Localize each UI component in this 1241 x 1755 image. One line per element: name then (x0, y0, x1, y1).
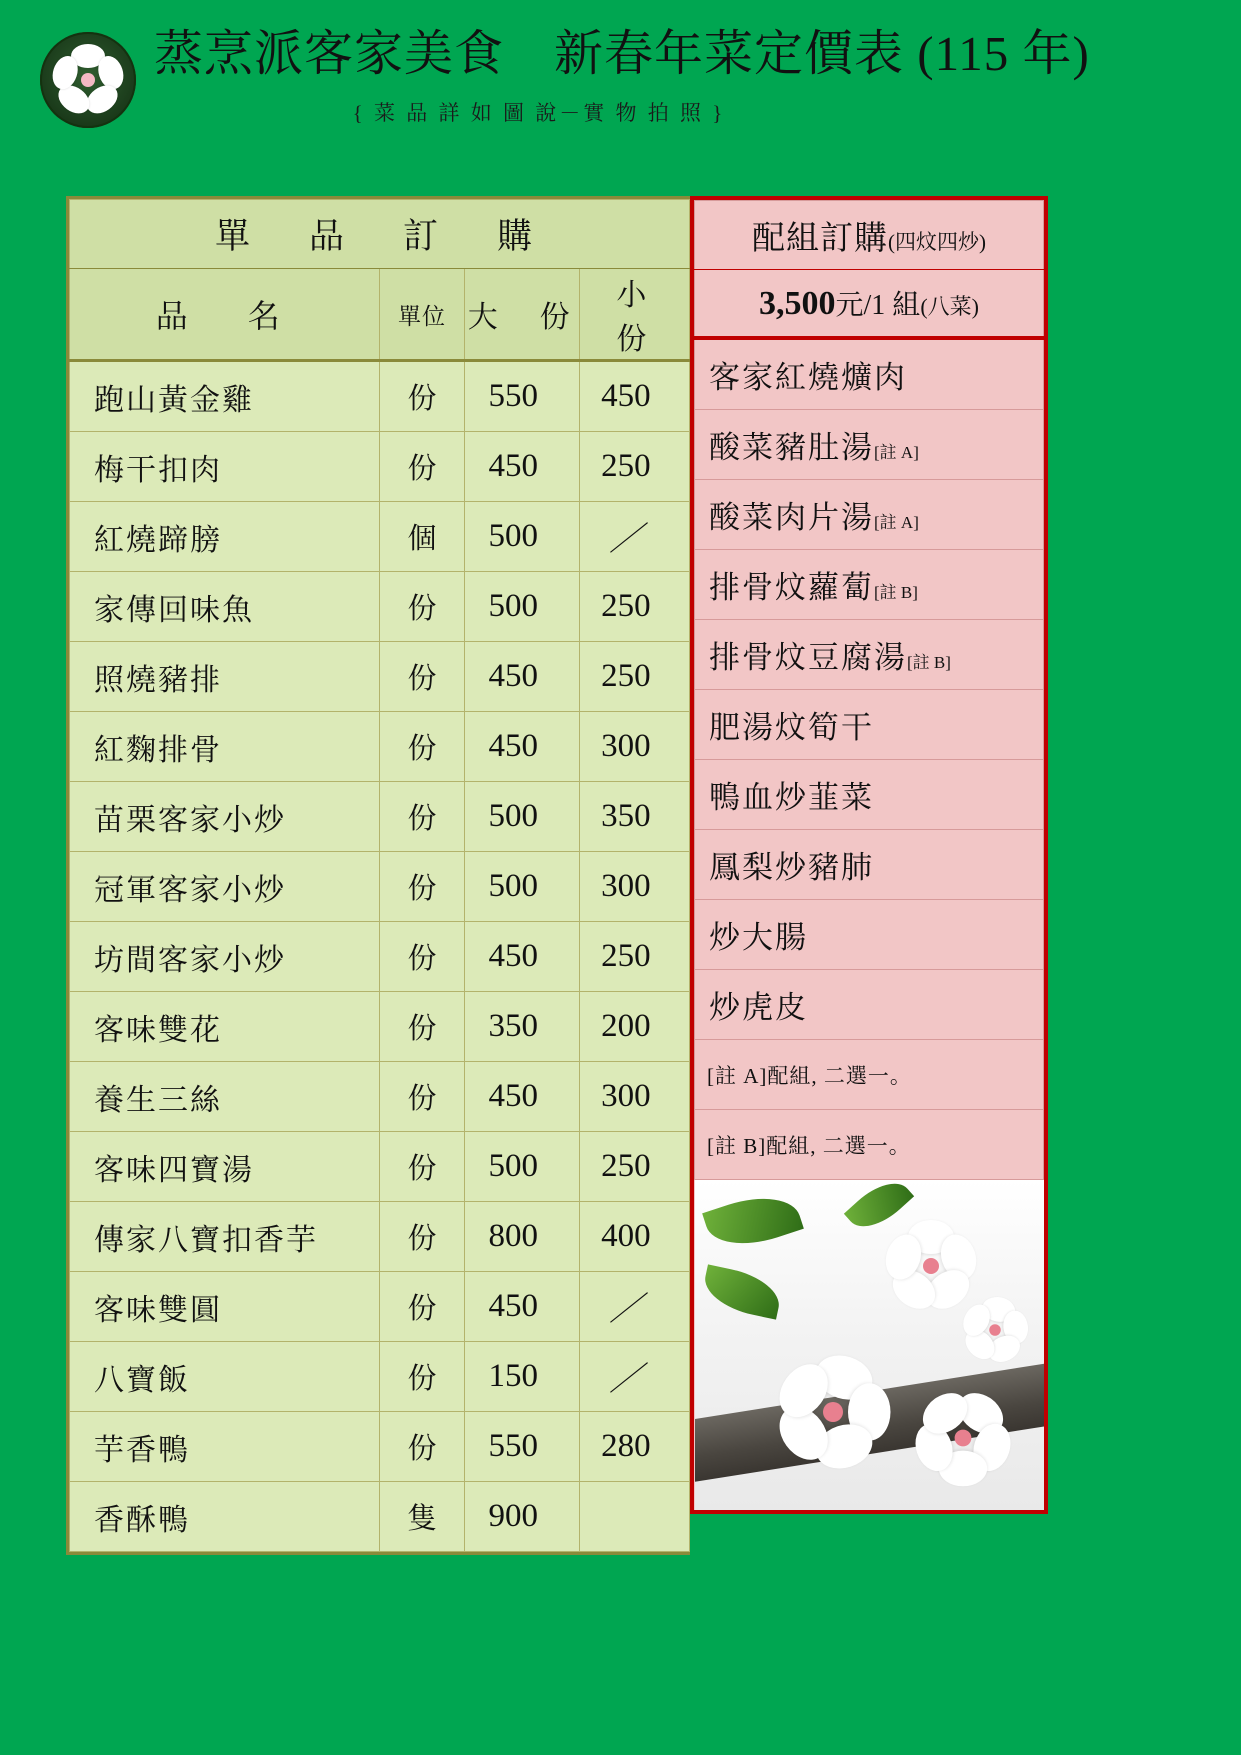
set-order-title-cell (695, 201, 1044, 270)
single-order-header-row (70, 269, 690, 361)
set-order-price-row (695, 270, 1044, 339)
dish-unit: 個 (380, 502, 464, 572)
price-large: 550 (464, 1412, 579, 1482)
dish-unit: 份 (380, 1202, 464, 1272)
table-row (70, 992, 690, 1062)
footnote-b: [註 B]配組, 二選一。 (695, 1110, 1044, 1180)
list-item (695, 970, 1044, 1040)
price-small: 350 (579, 782, 689, 852)
leaf-icon (699, 1264, 784, 1319)
dish-name: 香酥鴨 (70, 1482, 380, 1552)
set-dish-note: [註 A] (874, 513, 919, 532)
dish-name: 芋香鴨 (70, 1412, 380, 1482)
table-row (70, 1482, 690, 1552)
price-large: 350 (464, 992, 579, 1062)
set-dish-name: 排骨炆蘿蔔 (709, 570, 874, 605)
price-large: 500 (464, 852, 579, 922)
dish-name: 傳家八寶扣香芋 (70, 1202, 380, 1272)
footnote-a: [註 A]配組, 二選一。 (695, 1040, 1044, 1110)
leaf-icon (702, 1185, 804, 1257)
price-small: 250 (579, 1132, 689, 1202)
price-large: 800 (464, 1202, 579, 1272)
set-dish-cell (695, 900, 1044, 970)
table-row (70, 782, 690, 852)
set-dish-name: 排骨炆豆腐湯 (709, 640, 907, 675)
dish-unit: 隻 (380, 1482, 464, 1552)
set-dish-cell (695, 480, 1044, 550)
set-price-paren: (八菜) (920, 294, 979, 319)
price-large: 500 (464, 572, 579, 642)
table-row (70, 1272, 690, 1342)
dish-name: 跑山黃金雞 (70, 361, 380, 432)
price-small: 400 (579, 1202, 689, 1272)
dish-name: 八寶飯 (70, 1342, 380, 1412)
set-dish-cell (695, 830, 1044, 900)
price-small: ／ (579, 502, 689, 572)
table-row (70, 1412, 690, 1482)
dish-unit: 份 (380, 432, 464, 502)
table-row (70, 502, 690, 572)
table-row (70, 1062, 690, 1132)
dish-unit: 份 (380, 782, 464, 852)
table-row (70, 852, 690, 922)
dish-name: 梅干扣肉 (70, 432, 380, 502)
dish-name: 家傳回味魚 (70, 572, 380, 642)
tung-blossom-logo-icon (40, 32, 136, 128)
set-dish-note: [註 B] (907, 653, 951, 672)
decorative-photo-row (695, 1180, 1044, 1511)
single-order-table (66, 196, 690, 1555)
set-dish-name: 肥湯炆筍干 (709, 710, 874, 745)
set-price-unit: 元/1 組 (835, 290, 921, 321)
set-order-table (690, 196, 1048, 1514)
dish-name: 客味雙花 (70, 992, 380, 1062)
price-small: 300 (579, 712, 689, 782)
price-small: ／ (579, 1342, 689, 1412)
set-order-title: 配組訂購 (752, 220, 888, 257)
decorative-photo-cell (695, 1180, 1044, 1511)
column-header-small: 小 份 (579, 269, 689, 361)
price-small: 300 (579, 1062, 689, 1132)
list-item (695, 620, 1044, 690)
price-large: 450 (464, 922, 579, 992)
price-large: 450 (464, 432, 579, 502)
price-small (579, 1482, 689, 1552)
set-dish-name: 客家紅燒爌肉 (709, 360, 907, 395)
column-header-name: 品 名 (70, 269, 380, 361)
dish-unit: 份 (380, 572, 464, 642)
list-item (695, 830, 1044, 900)
leaf-icon (843, 1180, 913, 1239)
set-dish-note: [註 A] (874, 443, 919, 462)
footnote-row (695, 1040, 1044, 1110)
list-item (695, 338, 1044, 410)
dish-unit: 份 (380, 1272, 464, 1342)
set-dish-name: 鳳梨炒豬肺 (709, 850, 874, 885)
dish-unit: 份 (380, 361, 464, 432)
list-item (695, 410, 1044, 480)
dish-name: 客味雙圓 (70, 1272, 380, 1342)
price-small: 300 (579, 852, 689, 922)
price-large: 500 (464, 1132, 579, 1202)
set-dish-cell (695, 970, 1044, 1040)
dish-unit: 份 (380, 992, 464, 1062)
footnote-row (695, 1110, 1044, 1180)
price-small: 280 (579, 1412, 689, 1482)
price-large: 550 (464, 361, 579, 432)
column-header-large: 大 份 (464, 269, 579, 361)
set-dish-name: 炒虎皮 (709, 990, 808, 1025)
table-row (70, 1342, 690, 1412)
set-order-title-note: (四炆四炒) (888, 229, 986, 254)
set-dish-cell (695, 550, 1044, 620)
dish-unit: 份 (380, 1342, 464, 1412)
price-large: 150 (464, 1342, 579, 1412)
list-item (695, 480, 1044, 550)
dish-name: 紅麴排骨 (70, 712, 380, 782)
list-item (695, 760, 1044, 830)
dish-name: 坊間客家小炒 (70, 922, 380, 992)
set-dish-cell (695, 620, 1044, 690)
set-dish-name: 酸菜肉片湯 (709, 500, 874, 535)
price-large: 450 (464, 1062, 579, 1132)
table-row (70, 1132, 690, 1202)
set-dish-note: [註 B] (874, 583, 918, 602)
price-small: 450 (579, 361, 689, 432)
list-item (695, 690, 1044, 760)
page-title: 蒸烹派客家美食 新春年菜定價表 (115 年) (154, 26, 1090, 81)
price-large: 500 (464, 502, 579, 572)
price-large: 900 (464, 1482, 579, 1552)
single-order-title: 單 品 訂 購 (70, 200, 690, 269)
column-header-unit: 單位 (380, 269, 464, 361)
list-item (695, 900, 1044, 970)
set-dish-name: 鴨血炒韮菜 (709, 780, 874, 815)
set-dish-cell (695, 338, 1044, 410)
price-large: 450 (464, 712, 579, 782)
set-price: 3,500 (759, 285, 836, 322)
price-tables (66, 196, 1178, 1555)
price-small: ／ (579, 1272, 689, 1342)
price-small: 250 (579, 642, 689, 712)
dish-unit: 份 (380, 1062, 464, 1132)
set-dish-cell (695, 690, 1044, 760)
set-order-price-cell (695, 270, 1044, 339)
set-dish-name: 炒大腸 (709, 920, 808, 955)
dish-name: 苗栗客家小炒 (70, 782, 380, 852)
dish-unit: 份 (380, 1132, 464, 1202)
table-row (70, 712, 690, 782)
price-small: 250 (579, 572, 689, 642)
title-block (154, 15, 1090, 135)
dish-name: 紅燒蹄膀 (70, 502, 380, 572)
price-large: 500 (464, 782, 579, 852)
dish-name: 養生三絲 (70, 1062, 380, 1132)
price-small: 200 (579, 992, 689, 1062)
price-small: 250 (579, 432, 689, 502)
price-large: 450 (464, 642, 579, 712)
page-subtitle: { 菜 品 詳 如 圖 說－實 物 拍 照 } (352, 101, 726, 125)
set-dish-cell (695, 760, 1044, 830)
dish-unit: 份 (380, 642, 464, 712)
table-row (70, 432, 690, 502)
tung-blossom-photo (695, 1180, 1044, 1510)
dish-name: 照燒豬排 (70, 642, 380, 712)
table-row (70, 922, 690, 992)
dish-unit: 份 (380, 922, 464, 992)
table-row (70, 1202, 690, 1272)
dish-name: 客味四寶湯 (70, 1132, 380, 1202)
table-row (70, 642, 690, 712)
dish-name: 冠軍客家小炒 (70, 852, 380, 922)
table-row (70, 361, 690, 432)
single-order-title-row (70, 200, 690, 269)
price-small: 250 (579, 922, 689, 992)
price-large: 450 (464, 1272, 579, 1342)
table-row (70, 572, 690, 642)
dish-unit: 份 (380, 1412, 464, 1482)
page-header (0, 0, 1241, 150)
set-order-title-row (695, 201, 1044, 270)
list-item (695, 550, 1044, 620)
dish-unit: 份 (380, 852, 464, 922)
set-dish-cell (695, 410, 1044, 480)
set-dish-name: 酸菜豬肚湯 (709, 430, 874, 465)
dish-unit: 份 (380, 712, 464, 782)
